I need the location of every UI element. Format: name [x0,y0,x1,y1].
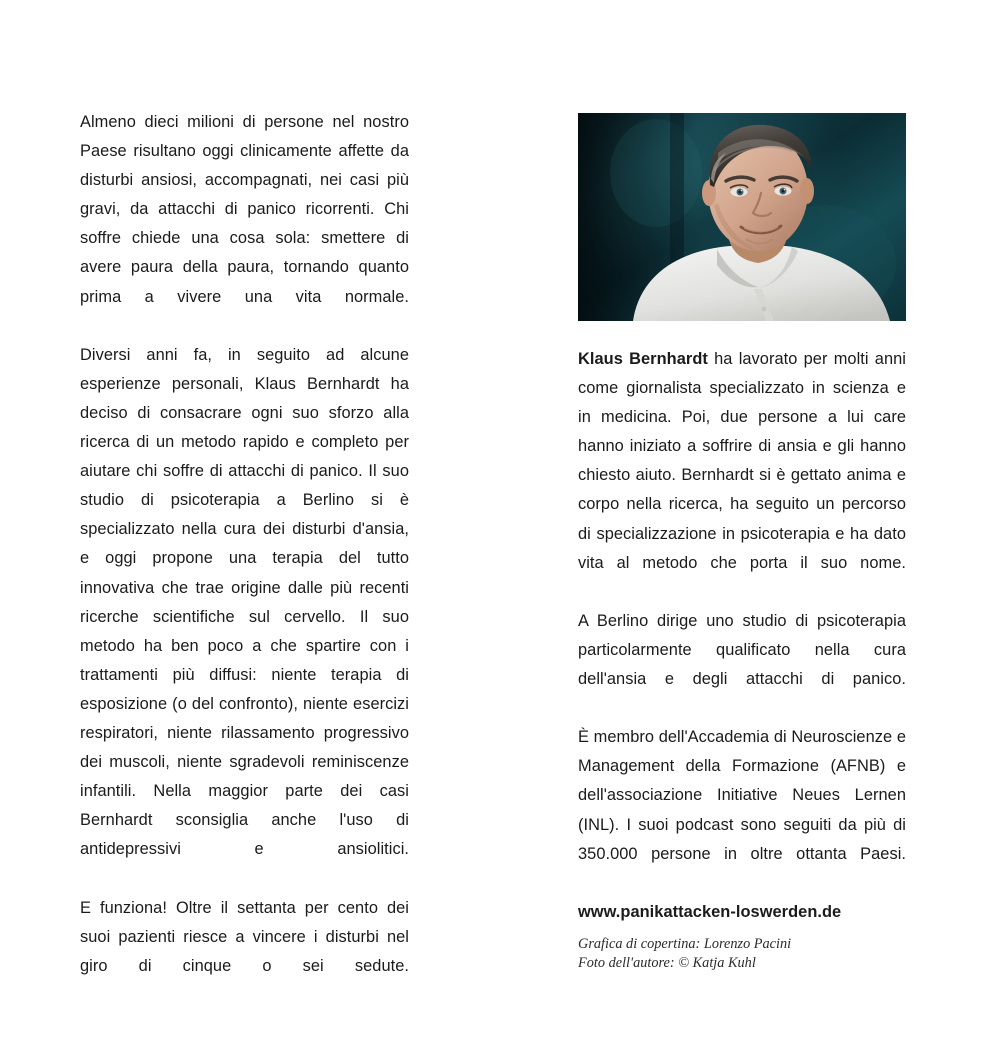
author-bio-text-1: ha lavorato per molti anni come giornalista specializzato in scienza e in medicina. Poi, due persone a lui care hanno iniziato a soffrire di ansia e gli hanno chiesto aiuto. Bernhardt si è gettato anima e corpo nella ricerca, ha seguito un percorso di specializzazione in psicoterapia e ha dato vita al metodo che porta il suo nome. [578,350,906,572]
author-website-link[interactable]: www.panikattacken-loswerden.de [578,902,842,921]
author-column [578,113,906,927]
author-bio-block [578,345,906,927]
author-portrait-photo [578,113,906,321]
blurb-column [80,108,409,1010]
blurb-paragraph-1: Almeno dieci milioni di persone nel nostro Paese risultano oggi clinicamente affette da disturbi ansiosi, accompagnati, nei casi più gravi, da attacchi di panico ricorrenti. Chi soffre chiede una cosa sola: smettere di avere paura della paura, tornando quanto prima a vivere una vita normale. [80,113,409,306]
author-bio-paragraph-1 [578,345,906,607]
blurb-paragraph-3: E funziona! Oltre il settanta per cento dei suoi pazienti riesce a vincere i disturbi nel giro di cinque o sei sedute. [80,898,409,975]
author-name: Klaus Bernhardt [578,350,708,368]
credits-block [578,935,918,972]
blurb-paragraph-2: Diversi anni fa, in seguito ad alcune esperienze personali, Klaus Bernhardt ha deciso di consacrare ogni suo sforzo alla ricerca di un metodo rapido e completo per aiutare chi soffre di attacchi di panico. Il suo studio di psicoterapia a Berlino si è specializzato nella cura dei disturbi d'ansia, e oggi propone una terapia del tutto innovativa che trae origine dalle più recenti ricerche scientifiche sul cervello. Il suo metodo ha ben poco a che spartire con i trattamenti più diffusi: niente terapia di esposizione (o del confronto), niente esercizi respiratori, niente rilassamento progressivo dei muscoli, niente sgradevoli reminiscenze infantili. Nella maggior parte dei casi Bernhardt sconsiglia anche l'uso di antidepressivi e ansiolitici. [80,345,409,859]
author-bio-paragraph-3: È membro dell'Accademia di Neuroscienze e Management della Formazione (AFNB) e dell'associazione Initiative Neues Lernen (INL). I suoi podcast sono seguiti da più di 350.000 persone in oltre ottanta Paesi. [578,728,906,863]
cover-design-credit: Grafica di copertina: Lorenzo Pacini [578,936,792,952]
author-photo-credit: Foto dell'autore: © Katja Kuhl [578,954,756,971]
author-bio-paragraph-2: A Berlino dirige uno studio di psicoterapia particolarmente qualificato nella cura dell'ansia e degli attacchi di panico. [578,611,906,689]
